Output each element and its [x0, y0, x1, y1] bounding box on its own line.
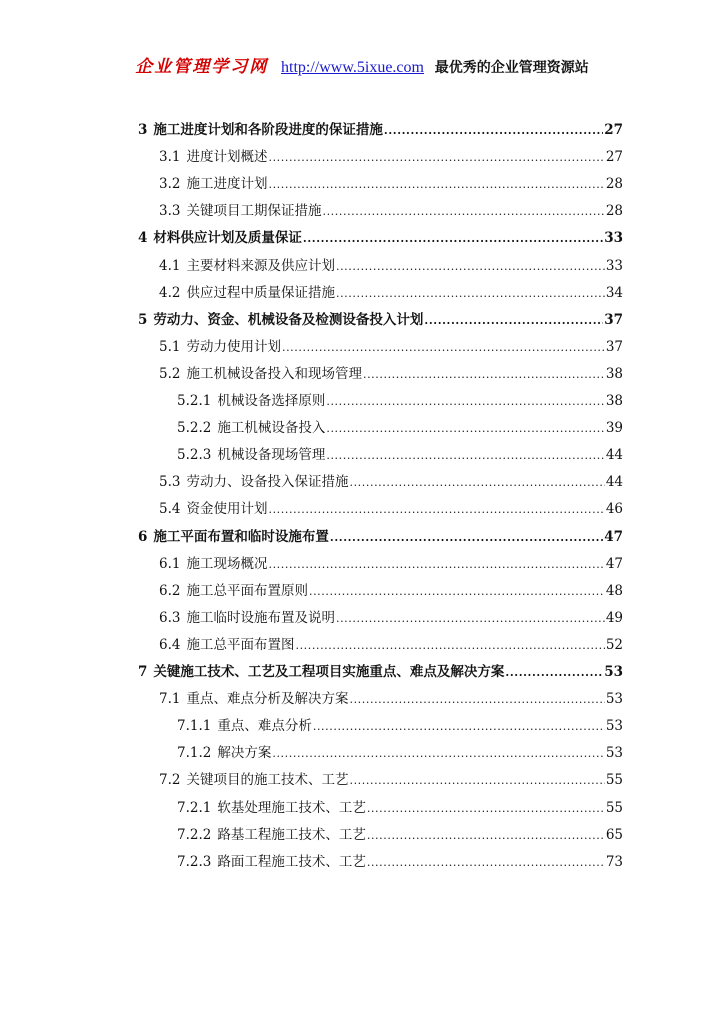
toc-entry-label: [138, 118, 383, 138]
toc-entry[interactable]: [177, 389, 623, 411]
toc-entry-page: 28: [605, 176, 623, 193]
toc-entry[interactable]: [177, 823, 623, 845]
toc-entry[interactable]: [159, 606, 623, 628]
toc-entry-number: 7.1.1: [177, 718, 212, 735]
toc-entry-label: [159, 199, 321, 219]
toc-dot-leader: [268, 558, 604, 571]
toc-entry-page: 53: [605, 691, 623, 708]
toc-entry-number: 3: [138, 122, 148, 138]
toc-entry-label: [159, 145, 267, 165]
toc-dot-leader: [336, 260, 605, 273]
toc-entry-title: 施工现场概况: [186, 555, 268, 572]
toc-entry[interactable]: [159, 579, 623, 601]
toc-entry-title: 关键项目工期保证措施: [186, 203, 322, 220]
toc-entry-page: 38: [605, 393, 623, 409]
toc-entry-label: [177, 714, 312, 734]
toc-entry-label: [159, 172, 267, 192]
toc-entry-title: 材料供应计划及质量保证: [153, 230, 302, 247]
toc-entry-page: 53: [605, 745, 623, 762]
toc-entry-title: 机械设备现场管理: [217, 447, 326, 464]
toc-entry-title: 劳动力、资金、机械设备及检测设备投入计划: [153, 311, 424, 328]
toc-entry-page: 39: [605, 420, 623, 437]
toc-dot-leader: [424, 314, 603, 327]
toc-entry-title: 劳动力使用计划: [186, 338, 281, 355]
toc-entry-title: 路基工程施工技术、工艺: [217, 826, 366, 843]
toc-dot-leader: [272, 747, 604, 760]
toc-entry[interactable]: [159, 768, 623, 790]
toc-entry-label: [159, 687, 348, 707]
toc-entry-number: 6.1: [159, 555, 181, 572]
toc-entry-number: 5.2.3: [177, 447, 212, 464]
toc-entry-label: [177, 389, 325, 409]
toc-entry[interactable]: [159, 633, 623, 655]
toc-dot-leader: [295, 639, 604, 652]
toc-entry-label: [159, 606, 335, 626]
toc-dot-leader: [367, 856, 605, 869]
toc-entry-label: [138, 308, 423, 328]
toc-entry-title: 施工总平面布置图: [186, 636, 295, 653]
toc-entry-label: [177, 823, 366, 843]
toc-entry-page: 27: [605, 149, 623, 166]
toc-dot-leader: [326, 395, 604, 408]
toc-entry[interactable]: [177, 443, 623, 465]
toc-dot-leader: [363, 368, 605, 381]
toc-entry[interactable]: [159, 281, 623, 303]
toc-entry-label: [159, 579, 308, 599]
toc-entry[interactable]: [159, 497, 623, 519]
toc-entry-title: 施工总平面布置原则: [186, 582, 308, 599]
toc-entry-title: 重点、难点分析: [217, 718, 312, 735]
toc-entry-page: 44: [605, 474, 623, 491]
toc-dot-leader: [309, 585, 605, 598]
toc-entry-page: 53: [604, 664, 623, 680]
toc-dot-leader: [326, 449, 604, 462]
toc-entry-page: 28: [605, 203, 623, 220]
toc-entry-number: 6.2: [159, 582, 181, 599]
toc-entry-number: 6: [138, 528, 148, 545]
toc-dot-leader: [336, 612, 605, 625]
toc-entry-title: 施工进度计划: [186, 176, 268, 193]
toc-dot-leader: [367, 829, 605, 842]
toc-entry[interactable]: [177, 741, 623, 763]
toc-entry-page: 53: [605, 718, 623, 735]
site-url-link[interactable]: http://www.5ixue.com: [281, 59, 424, 76]
toc-entry-number: 7.1: [159, 691, 181, 708]
toc-entry-title: 关键施工技术、工艺及工程项目实施重点、难点及解决方案: [153, 664, 505, 680]
toc-entry-label: [159, 470, 348, 490]
toc-entry-label: [159, 254, 335, 274]
toc-entry-page: 55: [605, 799, 623, 816]
toc-entry-page: 65: [605, 826, 623, 843]
toc-dot-leader: [349, 693, 604, 706]
toc-entry[interactable]: [138, 118, 623, 140]
toc-dot-leader: [330, 531, 603, 544]
toc-dot-leader: [367, 802, 605, 815]
toc-entry-number: 7.1.2: [177, 745, 212, 762]
toc-entry-page: 73: [605, 853, 623, 870]
toc-entry-label: [177, 416, 325, 436]
toc-entry[interactable]: [159, 199, 623, 221]
toc-entry-page: 52: [605, 636, 623, 653]
toc-entry-title: 进度计划概述: [186, 149, 268, 166]
toc-entry-label: [159, 281, 335, 301]
toc-entry-title: 供应过程中质量保证措施: [186, 284, 335, 301]
toc-entry-label: [177, 796, 366, 816]
toc-entry-title: 机械设备选择原则: [217, 393, 326, 409]
toc-entry-title: 劳动力、设备投入保证措施: [186, 474, 349, 491]
toc-entry-title: 施工进度计划和各阶段进度的保证措施: [153, 122, 383, 138]
toc-entry-number: 7.2: [159, 772, 181, 789]
toc-entry-page: 55: [605, 772, 623, 789]
toc-entry[interactable]: [159, 254, 623, 276]
toc-dot-leader: [303, 232, 603, 245]
toc-entry[interactable]: [159, 470, 623, 492]
toc-entry-page: 37: [604, 311, 623, 328]
toc-dot-leader: [336, 287, 605, 300]
toc-entry-number: 5.3: [159, 474, 181, 491]
toc-entry-number: 4: [138, 230, 148, 247]
toc-entry[interactable]: [138, 308, 623, 330]
toc-entry-title: 施工临时设施布置及说明: [186, 609, 335, 626]
toc-entry-page: 49: [605, 609, 623, 626]
toc-entry[interactable]: [159, 552, 623, 574]
toc-entry-page: 34: [605, 284, 623, 301]
toc-entry-page: 44: [605, 447, 623, 464]
toc-dot-leader: [268, 503, 604, 516]
toc-entry-number: 3.2: [159, 176, 181, 193]
toc-dot-leader: [349, 476, 604, 489]
toc-entry-page: 47: [605, 555, 623, 572]
toc-dot-leader: [268, 178, 604, 191]
toc-entry-number: 5.2: [159, 365, 181, 382]
toc-entry-label: [177, 443, 325, 463]
toc-entry-title: 施工机械设备投入和现场管理: [186, 365, 362, 382]
toc-entry[interactable]: [159, 145, 623, 167]
toc-entry-page: 47: [604, 528, 623, 545]
toc-entry[interactable]: [138, 660, 623, 682]
toc-entry-label: [159, 633, 294, 653]
toc-entry-number: 3.1: [159, 149, 181, 166]
toc-entry-label: [159, 768, 348, 788]
toc-entry-label: [177, 741, 271, 761]
toc-entry-number: 7.2.3: [177, 853, 212, 870]
toc-entry-number: 7: [138, 664, 148, 680]
page-header: [0, 52, 724, 77]
toc-dot-leader: [505, 666, 603, 679]
toc-entry[interactable]: [159, 172, 623, 194]
toc-entry-number: 5.2.2: [177, 420, 212, 437]
toc-entry-label: [138, 525, 329, 545]
toc-entry-title: 解决方案: [217, 745, 272, 762]
toc-entry[interactable]: [159, 687, 623, 709]
toc-entry-title: 重点、难点分析及解决方案: [186, 691, 349, 708]
toc-entry-number: 4.2: [159, 284, 181, 301]
toc-entry-number: 5.4: [159, 501, 181, 518]
toc-entry[interactable]: [177, 796, 623, 818]
toc-entry-label: [159, 335, 281, 355]
toc-entry[interactable]: [159, 335, 623, 357]
toc-entry-number: 6.3: [159, 609, 181, 626]
toc-entry-number: 7.2.2: [177, 826, 212, 843]
toc-dot-leader: [349, 774, 604, 787]
toc-entry-page: 37: [605, 338, 623, 355]
toc-entry-label: [159, 497, 267, 517]
toc-entry-page: 33: [605, 257, 623, 274]
toc-entry-title: 关键项目的施工技术、工艺: [186, 772, 349, 789]
toc-entry-number: 5: [138, 311, 148, 328]
toc-entry-label: [138, 226, 302, 246]
toc-entry-page: 48: [605, 582, 623, 599]
toc-entry-title: 施工平面布置和临时设施布置: [153, 528, 329, 545]
toc-entry-number: 5.1: [159, 338, 181, 355]
toc-entry-title: 路面工程施工技术、工艺: [217, 853, 366, 870]
toc-dot-leader: [282, 341, 605, 354]
toc-entry[interactable]: [159, 362, 623, 384]
toc-dot-leader: [326, 422, 604, 435]
toc-entry-page: 27: [604, 122, 623, 138]
toc-entry-label: [159, 362, 362, 382]
toc-entry-title: 软基处理施工技术、工艺: [217, 799, 366, 816]
toc-entry-page: 46: [605, 501, 623, 518]
toc-entry-number: 5.2.1: [177, 393, 212, 409]
toc-entry[interactable]: [177, 416, 623, 438]
toc-entry-number: 3.3: [159, 203, 181, 220]
toc-dot-leader: [268, 151, 604, 164]
toc-entry-number: 6.4: [159, 636, 181, 653]
toc-entry-title: 资金使用计划: [186, 501, 268, 518]
toc-entry-number: 4.1: [159, 257, 181, 274]
toc-entry[interactable]: [177, 714, 623, 736]
toc-entry-label: [138, 660, 504, 680]
toc-entry-page: 33: [604, 230, 623, 247]
toc-entry-label: [159, 552, 267, 572]
toc-entry-page: 38: [605, 365, 623, 382]
toc-entry-label: [177, 850, 366, 870]
toc-entry[interactable]: [138, 226, 623, 248]
site-slogan: 最优秀的企业管理资源站: [434, 60, 589, 76]
site-brand: 企业管理学习网: [135, 57, 269, 77]
toc-dot-leader: [384, 124, 603, 137]
toc-dot-leader: [313, 720, 605, 733]
toc-entry-title: 施工机械设备投入: [217, 420, 326, 437]
toc-entry[interactable]: [177, 850, 623, 872]
toc-dot-leader: [322, 205, 604, 218]
toc-entry-title: 主要材料来源及供应计划: [186, 257, 335, 274]
toc-entry[interactable]: [138, 525, 623, 547]
toc-entry-number: 7.2.1: [177, 799, 212, 816]
